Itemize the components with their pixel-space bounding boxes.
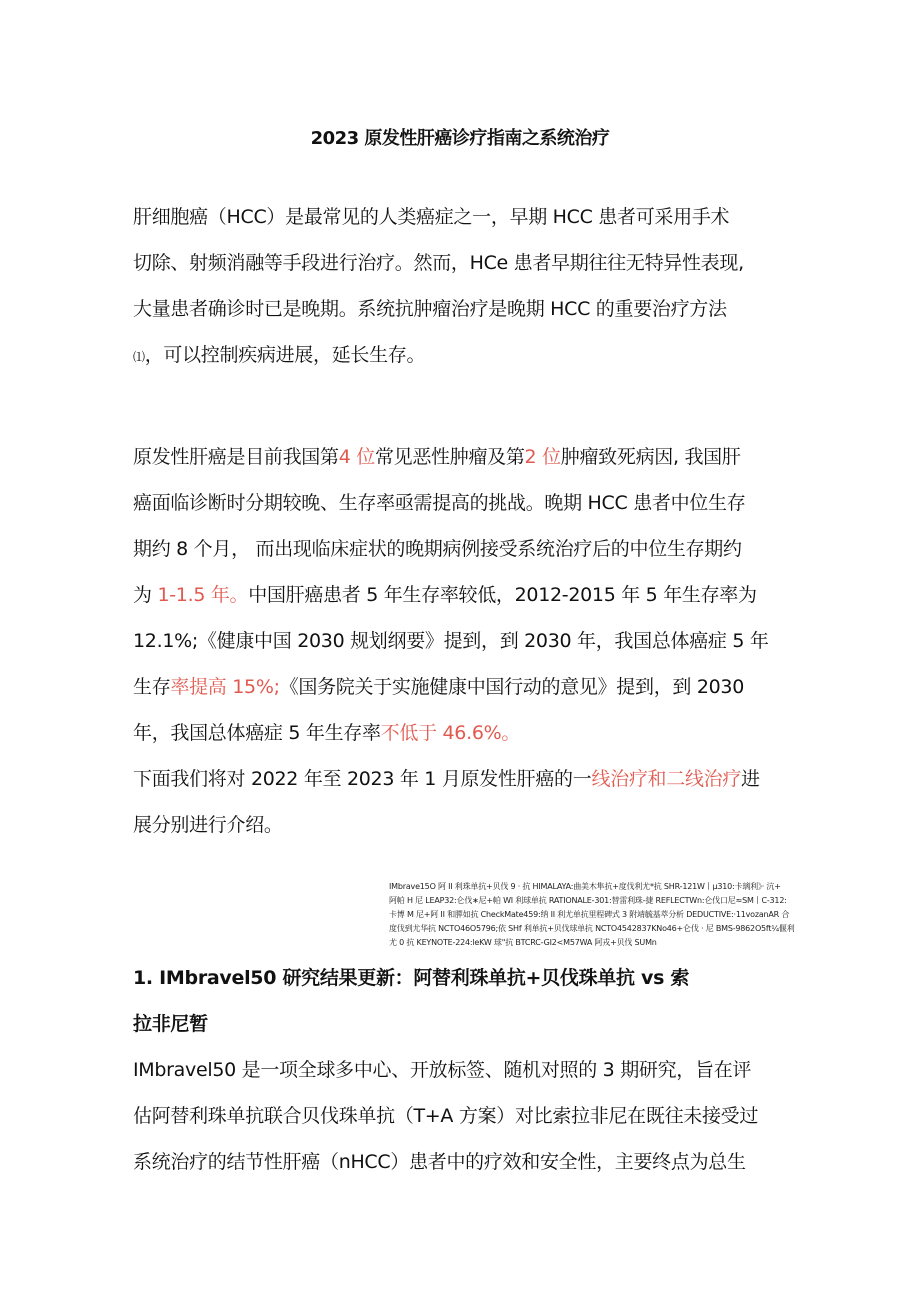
intro-line-text: ，可以控制疾病进展，延长生存。 [144,344,426,366]
intro-line: 大量患者确诊时已是晚期。系统抗肿瘤治疗是晚期 HCC 的重要治疗方法 [133,298,727,320]
fine-print-line: 度伐到尤华抗 NCTO46O5796;依 SHf 利单抗+贝伐球单抗 NCTO4542837KNo46+仑伐 · 尼 BMS-9862O5ft¼偃利 [389,924,795,933]
fine-print-line: 卡博 M 尼+阿 II 和膵如抗 CheckMate459:纳 II 利尤单抗里程碑式 3 附靖毓基萃分析 DEDUCTIVE:·11vozanAR 合 [389,910,790,919]
epi-line: 展分别进行介绍。 [133,814,283,836]
highlight-text: 不低于 46.6%。 [380,722,521,744]
epi-line [133,434,803,480]
epi-text: 原发性肝癌是目前我国第 [133,446,339,468]
epi-line: 12.1%;《健康中国 2030 规划纲要》提到，到 2030 年，我国总体癌症 5 年 [133,630,769,652]
reference-mark: ⑴ [133,350,145,364]
section-1-body [133,1047,803,1185]
page-title: 2023 原发性肝癌诊疗指南之系统治疗 [310,128,610,149]
intro-line [133,332,803,378]
highlight-text: 率提高 15%; [170,676,280,698]
intro-line: 切除、射频消融等手段进行治疗。然而，HCe 患者早期往往无特异性表现, [133,252,744,274]
intro-paragraph [133,194,803,378]
highlight-text: 1-1.5 年。 [157,584,249,606]
epi-line [133,756,803,802]
heading-line: 1. IMbravel50 研究结果更新：阿替利珠单抗+贝伐珠单抗 vs 索 [133,967,690,989]
epi-text: 为 [133,584,158,606]
epi-text: 进 [741,768,760,790]
body-line: IMbravel50 是一项全球多中心、开放标签、随机对照的 3 期研究，旨在评 [133,1059,752,1081]
epi-line [133,664,803,710]
epi-line [133,572,803,618]
epi-line [133,710,803,756]
fine-print-line: 尤 0 抗 KEYNOTE-224:leKW 球"抗 BTCRC-GI2<M57WA 阿戎+贝伐 SUMn [389,938,657,947]
epi-text: 中国肝癌患者 5 年生存率较低，2012-2015 年 5 年生存率为 [248,584,757,606]
epi-text: 《国务院关于实施健康中国行动的意见》提到，到 2030 [279,676,744,698]
epi-line: 癌面临诊断时分期较晚、生存率亟需提高的挑战。晚期 HCC 患者中位生存 [133,492,746,514]
highlight-text: 2 位 [524,446,561,468]
fine-print-line: IMbrave15O 阿 II 利珠单抗+贝伐 9 · 抗 HIMALAYA:曲美木隼抗+度伐利尤*抗 SHR-121W丨μ310:卡璃利》· 沆+ [389,882,781,891]
body-line: 系统治疗的结节性肝癌（nHCC）患者中的疗效和安全性，主要终点为总生 [133,1151,746,1173]
epi-text: 生存 [133,676,171,698]
heading-line: 拉非尼暂 [133,1013,208,1035]
epi-text: 年，我国总体癌症 5 年生存率 [133,722,381,744]
highlight-text: 线治疗和二线治疗 [591,768,742,790]
epi-text: 常见恶性肿瘤及第 [374,446,525,468]
trial-list-fine-print [389,880,804,950]
fine-print-line: 阿帕 H 尼 LEAP32:仑伐∗尼+帕 WI 利球单抗 RATIONALE-301:替雷利珠-捷 REFLECTWn:仑伐口尼≈SM丨C-312: [389,896,787,905]
epi-text: 肿瘤致死病因, 我国肝 [560,446,741,468]
epidemiology-paragraph [133,434,803,848]
epi-line: 期约 8 个月， 而出现临床症状的晚期病例接受系统治疗后的中位生存期约 [133,538,742,560]
epi-text: 下面我们将对 2022 年至 2023 年 1 月原发性肝癌的一 [133,768,592,790]
intro-line: 肝细胞癌（HCC）是最常见的人类癌症之一，早期 HCC 患者可采用手术 [133,206,730,228]
highlight-text: 4 位 [338,446,375,468]
section-1-heading [133,955,803,1047]
body-line: 估阿替利珠单抗联合贝伐珠单抗（T+A 方案）对比索拉非尼在既往未接受过 [133,1105,759,1127]
